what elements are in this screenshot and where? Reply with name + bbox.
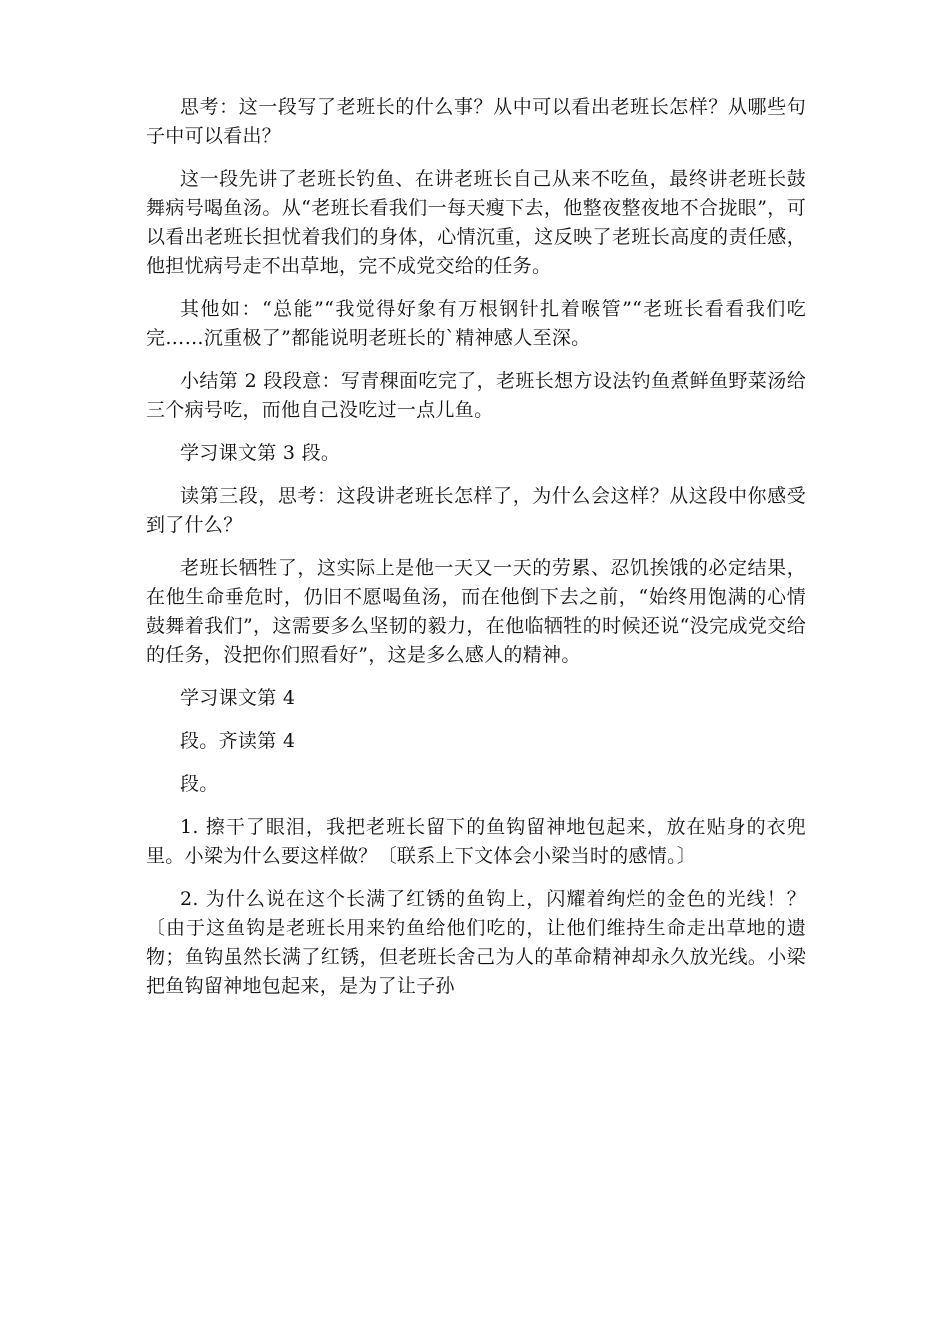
paragraph-question-section-3: 读第三段，思考：这段讲老班长怎样了，为什么会这样？从这段中你感受到了什么？ (146, 485, 806, 536)
paragraph-question-section-2: 思考：这一段写了老班长的什么事？从中可以看出老班长怎样？从哪些句子中可以看出？ (146, 96, 806, 147)
paragraph-summary-section-2: 小结第 2 段段意：写青稞面吃完了，老班长想方设法钓鱼煮鲜鱼野菜汤给三个病号吃，而他自己没吃过一点儿鱼。 (146, 370, 806, 421)
paragraph-answer-section-2: 这一段先讲了老班长钓鱼、在讲老班长自己从来不吃鱼，最终讲老班长鼓舞病号喝鱼汤。从“老班长看我们一每天瘦下去，他整夜整夜地不合拢眼”，可以看出老班长担忧着我们的身体，心情沉重，这反映了老班长高度的责任感，他担忧病号走不出草地，完不成党交给的任务。 (146, 168, 806, 277)
paragraph-question-1: 1. 擦干了眼泪，我把老班长留下的鱼钩留神地包起来，放在贴身的衣兜里。小梁为什么要这样做？〔联系上下文体会小梁当时的感情。〕 (146, 816, 806, 867)
paragraph-heading-section-3: 学习课文第 3 段。 (180, 442, 341, 464)
paragraph-other-examples: 其他如：“总能”“我觉得好象有万根钢针扎着喉管”“老班长看看我们吃完……沉重极了”都能说明老班长的`精神感人至深。 (146, 298, 806, 349)
paragraph-question-2: 2. 为什么说在这个长满了红锈的鱼钩上，闪耀着绚烂的金色的光线！？〔由于这鱼钩是老班长用来钓鱼给他们吃的，让他们维持生命走出草地的遗物；鱼钩虽然长满了红锈，但老班长舍己为人的革命精神却永久放光线。小梁把鱼钩留神地包起来，是为了让子孙 (146, 888, 806, 997)
paragraph-section-4-end: 段。 (180, 773, 219, 795)
paragraph-read-section-4: 段。齐读第 4 (180, 730, 296, 752)
paragraph-answer-section-3: 老班长牺牲了，这实际上是他一天又一天的劳累、忍饥挨饿的必定结果，在他生命垂危时，仍旧不愿喝鱼汤，而在他倒下去之前，“始终用饱满的心情鼓舞着我们”，这需要多么坚韧的毅力，在他临牺牲的时候还说“没完成党交给的任务，没把你们照看好”，这是多么感人的精神。 (146, 557, 806, 666)
document-body (146, 93, 806, 1015)
paragraph-heading-section-4: 学习课文第 4 (180, 687, 296, 709)
